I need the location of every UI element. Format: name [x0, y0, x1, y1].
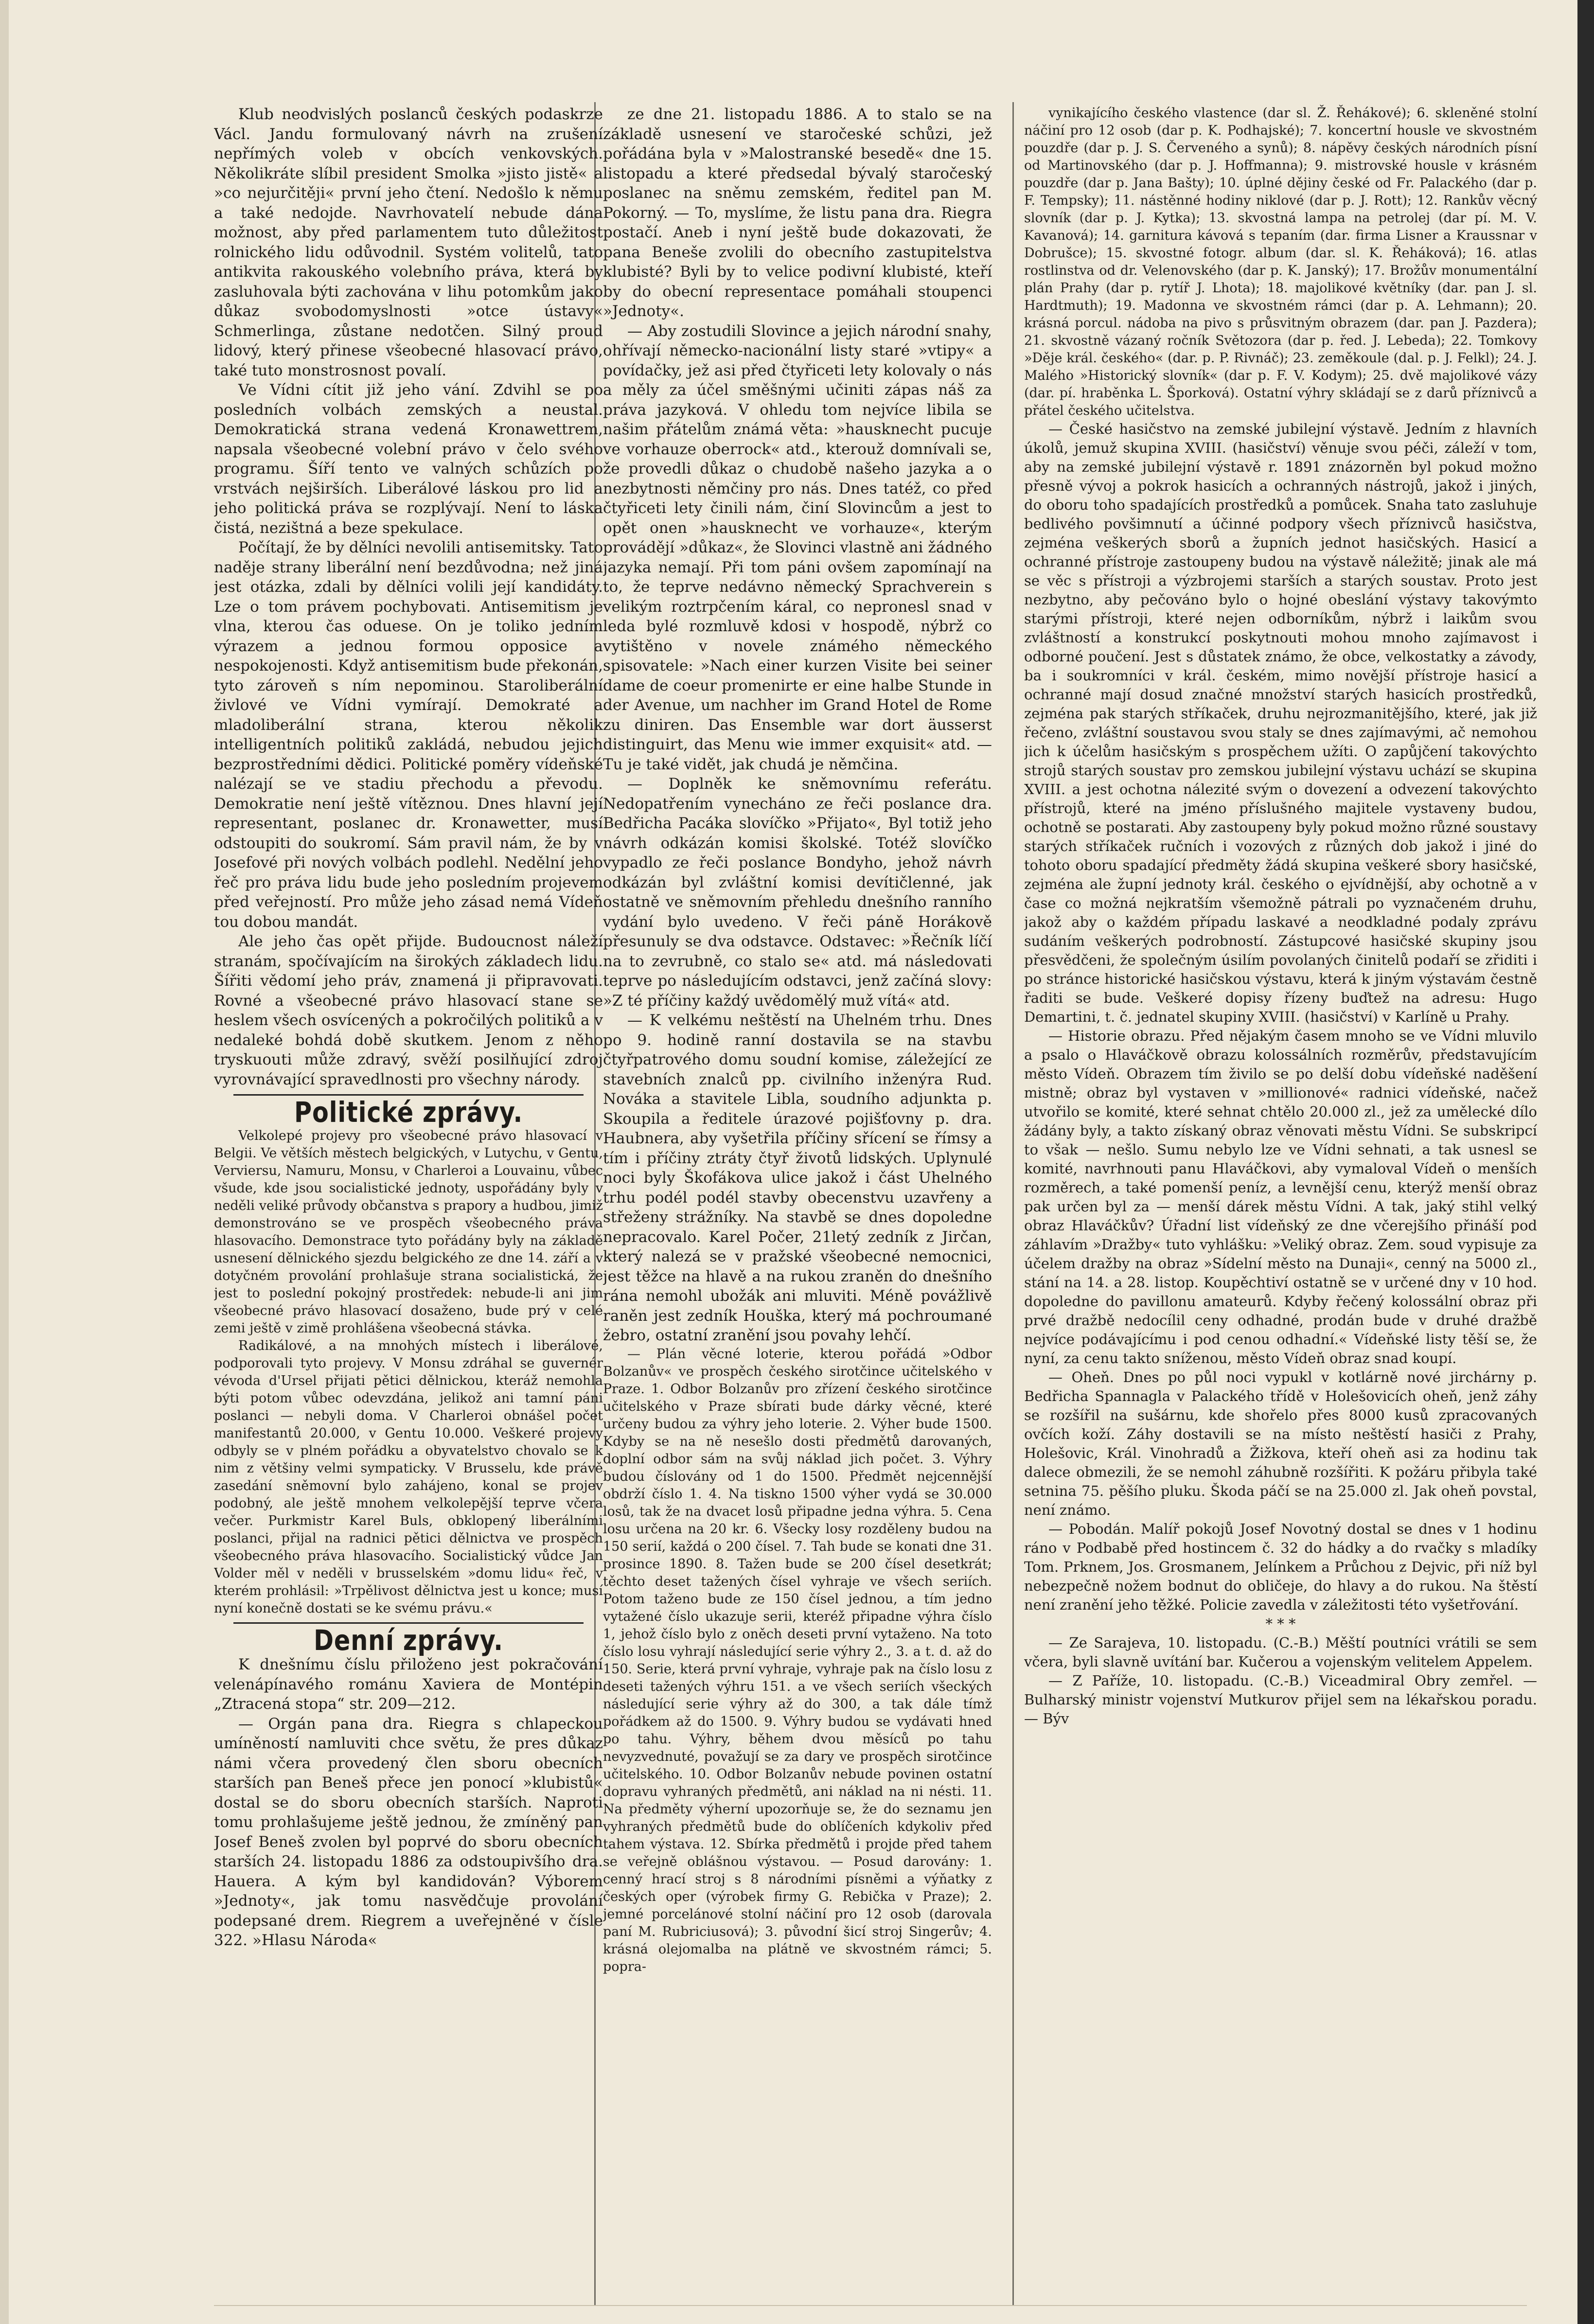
- article-paragraph: — Pobodán. Malíř pokojů Josef Novotný dostal se dnes v 1 hodinu ráno v Podbabě před hostincem č. 32 do hádky a do rvačky s mladíky Tom. Prknem, Jos. Grosmanem, Jelínkem a Průchou z Dejvic, při níž byl nebezpečně nožem bodnut do obličeje, do hlavy a do rukou. Na štěstí není zranění jeho těžké. Policie zavedla v záležitosti této vyšetřování.: [1024, 1521, 1537, 1613]
- section-heading-daily-news: Denní zprávy.: [314, 1623, 503, 1657]
- article-paragraph: Ve Vídni cítit již jeho vání. Zdvihl se po posledních volbách zemských a neustal. Demokratická strana vedená Kronawettrem, napsala všeobecné volební právo v čelo svého programu. Šíří tento ve valných schůzích po vrstvách nejširších. Liberálové láskou pro lid a jeho politická práva se rozplývají. Není to láska čistá, nezištná a beze spekulace.: [214, 381, 603, 537]
- article-paragraph: Ale jeho čas opět přijde. Budoucnost náleží stranám, spočívajícím na širokých základech lidu. Šířiti vědomí jeho práv, znamená ji připravovati. Rovné a všeobecné právo hlasovací stane se heslem všech osvícených a pokročilých politiků a v nedaleké bohdá době skutkem. Jenom z něho tryskuouti může zdravý, svěží posilňující zdroj vyrovnávající spravedlnosti pro všechny národy.: [214, 933, 603, 1088]
- article-paragraph: Radikálové, a na mnohých místech i liberálové, podporovali tyto projevy. V Monsu zdráhal se guvernér vévoda d'Ursel přijati pětici dělnickou, kteráž nemohla býti potom vůbec odevzdána, jelikož ani tamní páni poslanci — nebyli doma. V Charleroi obnášel počet manifestantů 20.000, v Gentu 10.000. Veškeré projevy odbyly se v plném pořádku a obyvatelstvo chovalo se k nim z většiny velmi sympaticky. V Brusselu, kde právě zasedání sněmovní bylo zahájeno, konal se projev podobný, ale ještě mnohem velkolepější teprve včera večer. Purkmistr Karel Buls, obklopený liberálními poslanci, přijal na radnici pětici dělnictva ve prospěch všeobecného práva hlasovacího. Socialistický vůdce Jan Volder měl v neděli v brusselském »domu lidu« řeč, v kterém prohlásil: »Trpělivost dělnictva jest u konce; musí nyní konečně dostati se ke svému právu.«: [214, 1338, 603, 1616]
- column-rule: [1012, 102, 1014, 2305]
- article-paragraph: — Plán věcné loterie, kterou pořádá »Odbor Bolzanův« ve prospěch českého sirotčince učitelského v Praze. 1. Odbor Bolzanův pro zřízení českého sirotčince učitelského v Praze sbírati bude dárky věcné, které určeny budou za výhry jeho loterie. 2. Výher bude 1500. Kdyby se na ně nesešlo dosti předmětů darovaných, doplní odbor sám na svůj náklad jich počet. 3. Výhry budou číslovány od 1 do 1500. Předmět nejcennější obdrží číslo 1. 4. Na tiskno 1500 výher vydá se 30.000 losů, tak že na dvacet losů připadne jedna výhra. 5. Cena losu určena na 20 kr. 6. Všecky losy rozděleny budou na 150 serií, každá o 200 čísel. 7. Tah bude se konati dne 31. prosince 1890. 8. Tažen bude se 200 čísel desetkrát; těchto deset tažených čísel vyhraje ve všech seriích. Potom taženo bude ze 150 čísel jednou, a tím jedno vytažené číslo ukazuje serii, kteréž připadne výhra číslo 1, jehož číslo bylo z oněch deseti první vytaženo. Na toto číslo losu vyhrají následující serie výhry 2., 3. a t. d. až do 150. Serie, která první vyhraje, vyhraje pak na číslo losu z deseti tažených výhru 151. a ve všech seriích všeckých následující serie výhry až do 300, a tak dále tímž pořádkem až do 1500. 9. Výhry budou se vydávati hned po tahu. Výhry, během dvou měsíců po tahu nevyzvednuté, považují se za dary ve prospěch sirotčince učitelského. 10. Odbor Bolzanův nebude povinen ostatní dopravu vyhraných předmětů, ani náklad na ni nésti. 11. Na předměty výherní upozorňuje se, že do seznamu jen vyhraných předmětů bude do oblíčeních kdykoliv před tahem výstava. 12. Sbírka předmětů i projde před tahem se veřejně oblášnou výstavou. — Posud darovány: 1. cenný hrací stroj s 8 národními písněmi a výňatky z českých oper (výrobek firmy G. Rebička v Praze); 2. jemné porcelánové stolní náčiní pro 12 osob (darovala paní M. Rubriciusová); 3. původní šicí stroj Singerův; 4. krásná olejomalba na plátně ve skvostném rámci; 5. popra-: [603, 1346, 992, 1974]
- section-heading-political-news: Politické zprávy.: [294, 1096, 523, 1129]
- column-3: [1024, 105, 1537, 2303]
- article-paragraph: — Historie obrazu. Před nějakým časem mnoho se ve Vídni mluvilo a psalo o Hlaváčkově obrazu kolossálních rozměrův, představujícím město Vídeň. Obrazem tím živilo se po delší dobu vídeňské naděšení mistně; obraz byl vystaven v »millionové« radnici vídeňské, načež utvořilo se komité, které sehnat chtělo 20.000 zl., jež za umělecké dílo žádány byly, a takto získaný obraz věnovati městu Vídni. Se subskripcí to však — nešlo. Sumu nebylo lze ve Vídni sehnati, a tak usnesl se komité, navrhnouti panu Hlaváčkovi, aby vymaloval Vídeň o menších rozměrech, a také pomenší peníz, a levnější cenu, kterýž menší obraz pak určen byl za — menší dárek městu Vídni. A tak, jaký stihl velký obraz Hlaváčkův? Úřadní list vídeňský ze dne včerejšího přináší pod záhlavím »Dražby« tuto vyhlášku: »Veliký obraz. Zem. soud vypisuje za účelem dražby na obraz »Sídelní město na Dunaji«, cenný na 5000 zl., stání na 14. a 28. listop. Koupěchtiví ostatně se v určené dny v 10 hod. dopoledne do pavillonu amateurů. Kdyby řečený kolossální obraz při prvé dražbě nedocílil ceny odhadné, prodán bude v druhé dražbě nejvíce podávajícímu i pod cenou odhadní.« Vídeňské listy těší se, že nyní, za cenu takto sníženou, město Vídeň obraz snad koupí.: [1024, 1028, 1537, 1366]
- article-paragraph: — Doplněk ke sněmovnímu referátu. Nedopatřením vynecháno ze řeči poslance dra. Bedřicha Pacáka slovíčko »Přijato«, Byl totiž jeho návrh odkázán komisi školské. Totéž slovíčko vypadlo ze řeči poslance Bondyho, jehož návrh odkázán byl zvláštní komisi devítičlenné, jak ostatně ve sněmovním přehledu dnešního ranního vydání bylo uvedeno. V řeči páně Horákově přesunuly se dva odstavce. Odstavec: »Řečník líčí na to zevrubně, co stalo se« atd. má následovati teprve po následujícím odstavci, jenž začíná slovy: »Z té příčiny každý uvědomělý muž vítá« atd.: [603, 775, 992, 1010]
- column-2: [603, 105, 992, 2303]
- article-paragraph: Klub neodvislých poslanců českých podaskrze Václ. Jandu formulovaný návrh na zrušení nepřímých voleb v obcích venkovských. Několikráte slíbil president Smolka »jisto jistě« a »co nejurčitěji« první jeho čtení. Nedošlo k němu a také nedojde. Navrhovatelí nebude dána možnost, aby před parlamentem tuto důležitost rolnického lidu odůvodnil. Systém volitelů, tato antikvita rakouského volebního práva, která by zasluhovala býti zachována v lihu potomkům jako důkaz svobodomyslnosti »otce ústavy« Schmerlinga, zůstane nedotčen. Silný proud lidový, který přinese všeobecné hlasovací právo, také tuto monstrosnost povalí.: [214, 106, 603, 379]
- column-1: [214, 105, 603, 2303]
- article-paragraph: vynikajícího českého vlastence (dar sl. Ž. Řehákové); 6. skleněné stolní náčiní pro 12 osob (dar p. K. Podhajské); 7. koncertní housle ve skvostném pouzdře (dar p. J. S. Červeného a synů); 8. nápěvy českých národních písní od Martinovského (dar p. J. Hoffmanna); 9. mistrovské housle v krásném pouzdře (dar p. Jana Bašty); 10. úplné dějiny české od Fr. Palackého (dar p. F. Tempsky); 11. nástěnné hodiny niklové (dar p. J. Rott); 12. Rankův věcný slovník (dar p. J. Kytka); 13. skvostná lampa na petrolej (dar pí. M. V. Kavanová); 14. garnitura kávová s tepaním (dar. firma Lisner a Kraussnar v Dobrušce); 15. skvostné fotogr. album (dar. sl. K. Řeháková); 16. atlas rostlinstva od dr. Velenovského (dar p. K. Janský); 17. Brožův monumentální plán Prahy (dar p. rytíř J. Lhota); 18. majolikové květníky (dar. pan J. sl. Hardtmuth); 19. Madonna ve skvostném rámci (dar p. A. Lehmann); 20. krásná porcul. nádoba na pivo s průsvitným obrazem (dar. pan J. Pazdera); 21. skvostně vázaný ročník Světozora (dar p. řed. J. Lebeda); 22. Tomkovy »Děje král. českého« (dar. p. P. Rivnáč); 23. zeměkoule (dal. p. J. Felkl); 24. J. Malého »Historický slovník« (dar p. F. V. Kodym); 25. dvě majolikové vázy (dar. pí. hraběnka L. Šporková). Ostatní výhry skládají se z darů příznivců a přátel českého učitelstva.: [1024, 106, 1537, 418]
- article-paragraph: Velkolepé projevy pro všeobecné právo hlasovací v Belgii. Ve větších městech belgických, v Lutychu, v Gentu, Verviersu, Namuru, Monsu, v Charleroi a Louvainu, vůbec všude, kde jsou socialistické jednoty, uspořádány byly v neděli veliké průvody občanstva s prapory a hudbou, jimiž demonstrováno se ve prospěch všeobecného práva hlasovacího. Demonstrace tyto pořádány byly na základě usnesení dělnického sjezdu belgického ze dne 14. září a v dotyčném provolání prohlašuje strana socialistická, že jest to poslední pokojný prostředek: nebude-li ani jim všeobecné právo hlasovací dosaženo, bude prý v celé zemi ještě v zimě prohlášena všeobecná stávka.: [214, 1128, 603, 1336]
- article-paragraph: — Ze Sarajeva, 10. listopadu. (C.-B.) Měští poutníci vrátili se sem včera, byli slavně uvítání bar. Kučerou a vojenským velitelem Appelem.: [1024, 1634, 1537, 1670]
- page-bottom-edge: [214, 2305, 1527, 2306]
- article-paragraph: — Orgán pana dra. Riegra s chlapeckou umíněností namluviti chce světu, že pres důkaz námi včera provedený člen sboru obecních starších pan Beneš přece jen ponocí »klubistů« dostal se do sboru obecních starších. Naproti tomu prohlašujeme ještě jednou, že zmíněný pan Josef Beneš zvolen byl poprvé do sboru obecních starších 24. listopadu 1886 za odstoupivšího dra. Hauera. A kým byl kandidován? Výborem »Jednoty«, jak tomu nasvědčuje provolání podepsané drem. Riegrem a uveřejněné v čísle 322. »Hlasu Národa«: [214, 1715, 603, 1949]
- article-paragraph: Počítají, že by dělníci nevolili antisemitsky. Tato naděje strany liberální není bezdůvodna; než jiná jest otázka, zdali by dělníci volili její kandidáty. Lze o tom právem pochybovati. Antisemitism je vlna, kterou čas oduese. On je toliko jedním výrazem a jednou formou opposice a nespokojenosti. Když antisemitism bude překonán, tyto zároveň s ním nepominou. Staroliberální živlové ve Vídni vymírají. Demokraté a mladoliberální strana, kterou několik intelligentních politiků zakládá, nebudou jejich bezprostředními dědici. Politické poměry vídeňské nalézají se ve stadiu přechodu a převodu. Demokratie není ještě vítěznou. Dnes hlavní její representant, poslanec dr. Kronawetter, musí odstoupiti do soukromí. Sám pravil nám, že by v Josefové při nových volbách podlehl. Nedělní jeho řeč pro práva lidu bude jeho posledním projevem před veřejností. Pro může jeho zásad nemá Vídeň tou dobou mandát.: [214, 539, 603, 931]
- article-paragraph: — České hasičstvo na zemské jubilejní výstavě. Jedním z hlavních úkolů, jemuž skupina XVIII. (hasičství) věnuje svou péči, záleží v tom, aby na zemské jubilejní výstavě r. 1891 znázorněn byl pokud možno přesně vývoj a pokrok hasicích a ochranných nástrojů, jakož i jiných, do oboru toho spadajících prostředků a pomůcek. Snaha tato zasluhuje bedlivého povšimnutí a účinné podpory všech příznivců hasičstva, zejména veškerých sborů a župních jednot hasičských. Hasicí a ochranné přístroje zastoupeny budou na výstavě náležitě; jinak ale má se věc s přístroji a výzbrojemi starších a starých soustav. Proto jest nezbytno, aby pečováno bylo o hojné obeslání výstavy takovýmto starými přístroji, které nejen odborníkům, nýbrž i laikům svou zvláštností a konstrukcí poskytnouti mohou mnoho zajímavost i odborné poučení. Jest s důstatek známo, že obce, velkostatky a závody, ba i soukromníci v král. českém, mimo novější přístroje hasicí a ochranné mají dosud značné množství starých hasicích prostředků, zejména pak starých stříkaček, druhu nejrozmanitějšího, které, jak již řečeno, zvláštní soustavou svou staly se dnes zajímavými, ač nemohou jich k účelům hasičským s prospěchem užíti. O zapůjčení takovýchto strojů starých soustav pro zemskou jubilejní výstavu uchází se skupina XVIII. a jest ochotna nálezité svým o dovezení a odvezení takovýchto přístrojů, které na jméno příslušného majitele vystaveny budou, ochotně se postarati. Aby zastoupeny byly pokud možno různé soustavy starých stříkaček ručních i vozových z různých dob jakož i jiné do tohoto oboru spadající předměty žádá skupina veškeré sbory hasičské, zejména ale župní jednoty král. českého o ejvídnější, aby ochotně a v čase co možná nejkratším všemožně pátrali po vyznačeném druhu, jakož aby o každém případu laskavé a neodkladné podaly zprávu sudáním veškerých podrobností. Zástupcové hasičské skupiny jsou přesvědčeni, že společným úsilím povolaných činitelů podaří se zřiditi i po stránce historické hasičskou výstavu, která k jiným výstavám čestně řaditi se bude. Veškeré dopisy řízeny buďtež na adresu: Hugo Demartini, t. č. jednatel skupiny XVIII. (hasičství) v Karlíně u Prahy.: [1024, 421, 1537, 1025]
- article-paragraph: — Z Paříže, 10. listopadu. (C.-B.) Viceadmiral Obry zemřel. — Bulharský ministr vojenství Mutkurov přijel sem na lékařskou poradu. — Býv: [1024, 1672, 1537, 1727]
- article-paragraph: — Aby zostudili Slovince a jejich národní snahy, ohřívají německo-nacionální listy staré »vtipy« a povídačky, jež asi před čtyřiceti lety kolovaly o nás a měly za účel směšnými učiniti zápas náš za práva jazyková. V ohledu tom nejvíce libila se našim přátelům známá věta: »hausknecht pucuje ve vorhauze oberrock« atd., kterouž domnívali se, že provedli důkaz o chudobě našeho jazyka a o nezbytnosti němčiny pro nás. Dnes tatéž, co před čtyřiceti lety činili nám, činí Slovincům a jest to opět onen »hausknecht ve vorhauze«, kterým provádějí »důkaz«, že Slovinci vlastně ani žádného jazyka nemají. Při tom páni ovšem zapomínají na to, že teprve nedávno německý Sprachverein s velikým roztrpčením káral, co nepronesl snad v leda bylé rozmluvě kdosi v hospodě, nýbrž co vytištěno v novele známého německého spisovatele: »Nach einer kurzen Visite bei seiner dame de coeur promenirte er eine halbe Stunde in der Avenue, um nachher im Grand Hotel de Rome zu diniren. Das Ensemble war dort äusserst distinguirt, das Menu wie immer exquisit« atd. — Tu je také vidět, jak chudá je němčina.: [603, 322, 992, 773]
- article-paragraph: — Oheň. Dnes po půl noci vypukl v kotlárně nové jirchárny p. Bedřicha Spannagla v Palackého třídě v Holešovicích oheň, jenž záhy se rozšířil na sušárnu, kde shořelo přes 8000 kusů zpracovaných ovčích koží. Záhy dostavili se na místo neštěstí hasiči z Prahy, Holešovic, Král. Vinohradů a Žižkova, kteří oheň asi za hodinu tak dalece obmezili, že se nemohl záhubně rozšířiti. K požáru přibyla také setnina 75. pěšího pluku. Škoda páčí se na 25.000 zl. Jak oheň povstal, není známo.: [1024, 1369, 1537, 1518]
- separator-asterisks: * * *: [1265, 1615, 1296, 1632]
- article-paragraph: K dnešnímu číslu přiloženo jest pokračování velenápínavého románu Xaviera de Montépin „Ztracená stopa“ str. 209—212.: [214, 1656, 603, 1713]
- scan-border: [1577, 0, 1594, 2324]
- article-paragraph: — K velkému neštěstí na Uhelném trhu. Dnes po 9. hodině ranní dostavila se na stavbu čtyřpatrového domu soudní komise, záležející ze stavebních znalců pp. civilního inženýra Rud. Nováka a stavitele Libla, soudního adjunkta p. Skoupila a ředitele úrazové pojišťovny p. dra. Haubnera, aby vyšetřila příčiny sřícení se římsy a tím i příčiny ztráty čtyř životů lidských. Uplynulé noci byly Škofákova ulice jakož i část Uhelného trhu podél podél stavby obecenstvu uzavřeny a střeženy strážníky. Na stavbě se dnes dopoledne nepracovalo. Karel Počer, 21letý zedník z Jirčan, který nalezá se v pražské všeobecné nemocnici, jest těžce na hlavě a na rukou zraněn do dnešního rána nemohl ubožák ani mluviti. Méně povážlivě raněn jest zedník Houška, který má pochroumané žebro, ostatní zranění jsou povahy lehčí.: [603, 1011, 992, 1344]
- article-paragraph: ze dne 21. listopadu 1886. A to stalo se na základě usnesení ve staročeské schůzi, jež pořádána byla v »Malostranské besedě« dne 15. listopadu a které předsedal bývalý staročeský poslanec na sněmu zemském, ředitel pan M. Pokorný. — To, myslíme, že listu pana dra. Riegra postačí. Aneb i nyní ještě bude dokazovati, že pana Beneše zvolili do obecního zastupitelstva klubisté? Byli by to velice podivní klubisté, kteří by do obecní representace pomáhali stoupenci »Jednoty«.: [603, 106, 992, 320]
- page-left-edge: [0, 0, 9, 2324]
